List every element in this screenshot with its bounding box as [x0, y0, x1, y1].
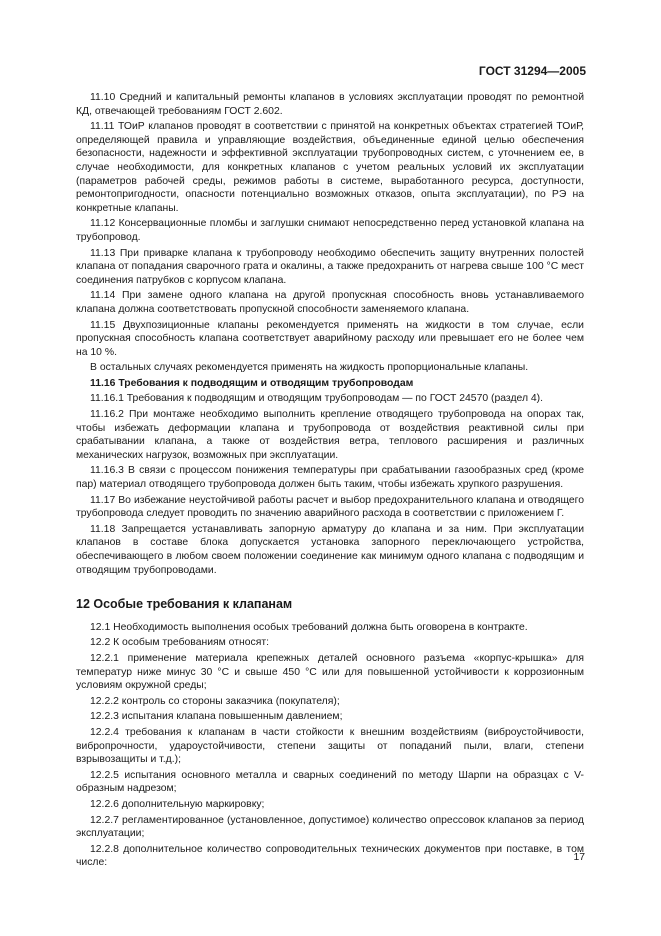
paragraph-12-2-5: 12.2.5 испытания основного металла и сварных соединений по методу Шарпи на образцах с V-образным надрезом;	[76, 769, 584, 795]
paragraph-12-2: 12.2 К особым требованиям относят:	[90, 637, 269, 649]
paragraph-12-2-1: 12.2.1 применение материала крепежных деталей основного разъема «корпус-крышка» для температур ниже минус 30 °С и свыше 450 °С или для повышенной устойчивости к коррозионным условиям окружной среды;	[76, 652, 584, 692]
paragraph-12-2-3: 12.2.3 испытания клапана повышенным давлением;	[90, 711, 343, 723]
document-body	[76, 91, 584, 872]
paragraph-12-2-6: 12.2.6 дополнительную маркировку;	[90, 798, 265, 810]
paragraph-12-2-8: 12.2.8 дополнительное количество сопроводительных технических документов при поставке, в том числе:	[76, 843, 584, 869]
paragraph-11-16-1: 11.16.1 Требования к подводящим и отводящим трубопроводам — по ГОСТ 24570 (раздел 4).	[90, 393, 544, 405]
paragraph-11-14: 11.14 При замене одного клапана на другой пропускная способность вновь устанавливаемого клапана должна соответствовать пропускной способности заменяемого клапана.	[76, 290, 584, 315]
paragraph-11-17: 11.17 Во избежание неустойчивой работы расчет и выбор предохранительного клапана и отводящего трубопровода следует проводить по значению аварийного расхода в соответствии с приложением Г.	[76, 494, 584, 520]
paragraph-11-12: 11.12 Консервационные пломбы и заглушки снимают непосредственно перед установкой клапана на трубопровод.	[76, 218, 584, 243]
paragraph-11-16-2: 11.16.2 При монтаже необходимо выполнить крепление отводящего трубопровода на опорах так, чтобы избежать деформации клапана и трубопровода от воздействия реактивной силы при срабатывании клапана, а также от воздействия ветра, теплового расширения и различных механических нагрузок, возможных при эксплуатации.	[76, 409, 584, 461]
paragraph-12-2-2: 12.2.2 контроль со стороны заказчика (покупателя);	[90, 695, 340, 707]
paragraph-11-16-3: 11.16.3 В связи с процессом понижения температуры при срабатывании газообразных сред (кроме пар) материал отводящего трубопровода должен быть таким, чтобы избежать хрупкого разрушения.	[76, 465, 584, 491]
paragraph-11-13: 11.13 При приварке клапана к трубопроводу необходимо обеспечить защиту внутренних полостей клапана от попадания сварочного грата и окалины, а также предохранить от нагрева свыше 100 °С мест соединения патрубков с корпусом клапана.	[76, 247, 584, 286]
paragraph-12-2-7: 12.2.7 регламентированное (установленное, допустимое) количество опрессовок клапанов за период эксплуатации;	[76, 814, 584, 840]
paragraph-11-11: 11.11 ТОиР клапанов проводят в соответствии с принятой на конкретных объектах стратегией ТОиР, определяющей правила и управляющие воздействия, объединенные единой целью обеспечения безопасности, надежности и эффективной эксплуатации трубопроводных систем, с уточнением ее, в случае необходимости, для конкретных клапанов с учетом реальных условий их эксплуатации (параметров рабочей среды, режимов работы в системе, выработанного ресурса, доступности, ремонтопригодности, опасности потенциально возможных отказов, опыта эксплуатации), по РЭ на конкретные клапаны.	[76, 121, 584, 214]
paragraph-11-15: 11.15 Двухпозиционные клапаны рекомендуется применять на жидкости в том случае, если пропускная способность клапана соответствует аварийному расходу или превышает его не более чем на 10 %.	[76, 319, 584, 358]
paragraph-12-2-4: 12.2.4 требования к клапанам в части стойкости к внешним воздействиям (виброустойчивости, вибропрочности, удароустойчивости, степени защиты от попаданий пыли, влаги, степени взрывозащиты и т.д.);	[76, 726, 584, 766]
paragraph-11-10: 11.10 Средний и капитальный ремонты клапанов в условиях эксплуатации проводят по ремонтной КД, отвечающей требованиям ГОСТ 2.602.	[76, 92, 584, 117]
subheading-11-16: 11.16 Требования к подводящим и отводящим трубопроводам	[90, 377, 414, 389]
section-title-12: 12 Особые требования к клапанам	[76, 597, 293, 612]
paragraph-other-cases: В остальных случаях рекомендуется применять на жидкость пропорциональные клапаны.	[90, 362, 529, 374]
standard-header: ГОСТ 31294—2005	[478, 64, 586, 78]
paragraph-11-18: 11.18 Запрещается устанавливать запорную арматуру до клапана и за ним. При эксплуатации клапанов в составе блока допускается установка запорного переключающего устройства, обеспечивающего в любом своем положении соединение как минимум одного клапана с подводящим и отводящим трубопроводами.	[76, 523, 584, 576]
paragraph-12-1: 12.1 Необходимость выполнения особых требований должна быть оговорена в контракте.	[90, 621, 528, 633]
page-number: 17	[573, 852, 585, 863]
